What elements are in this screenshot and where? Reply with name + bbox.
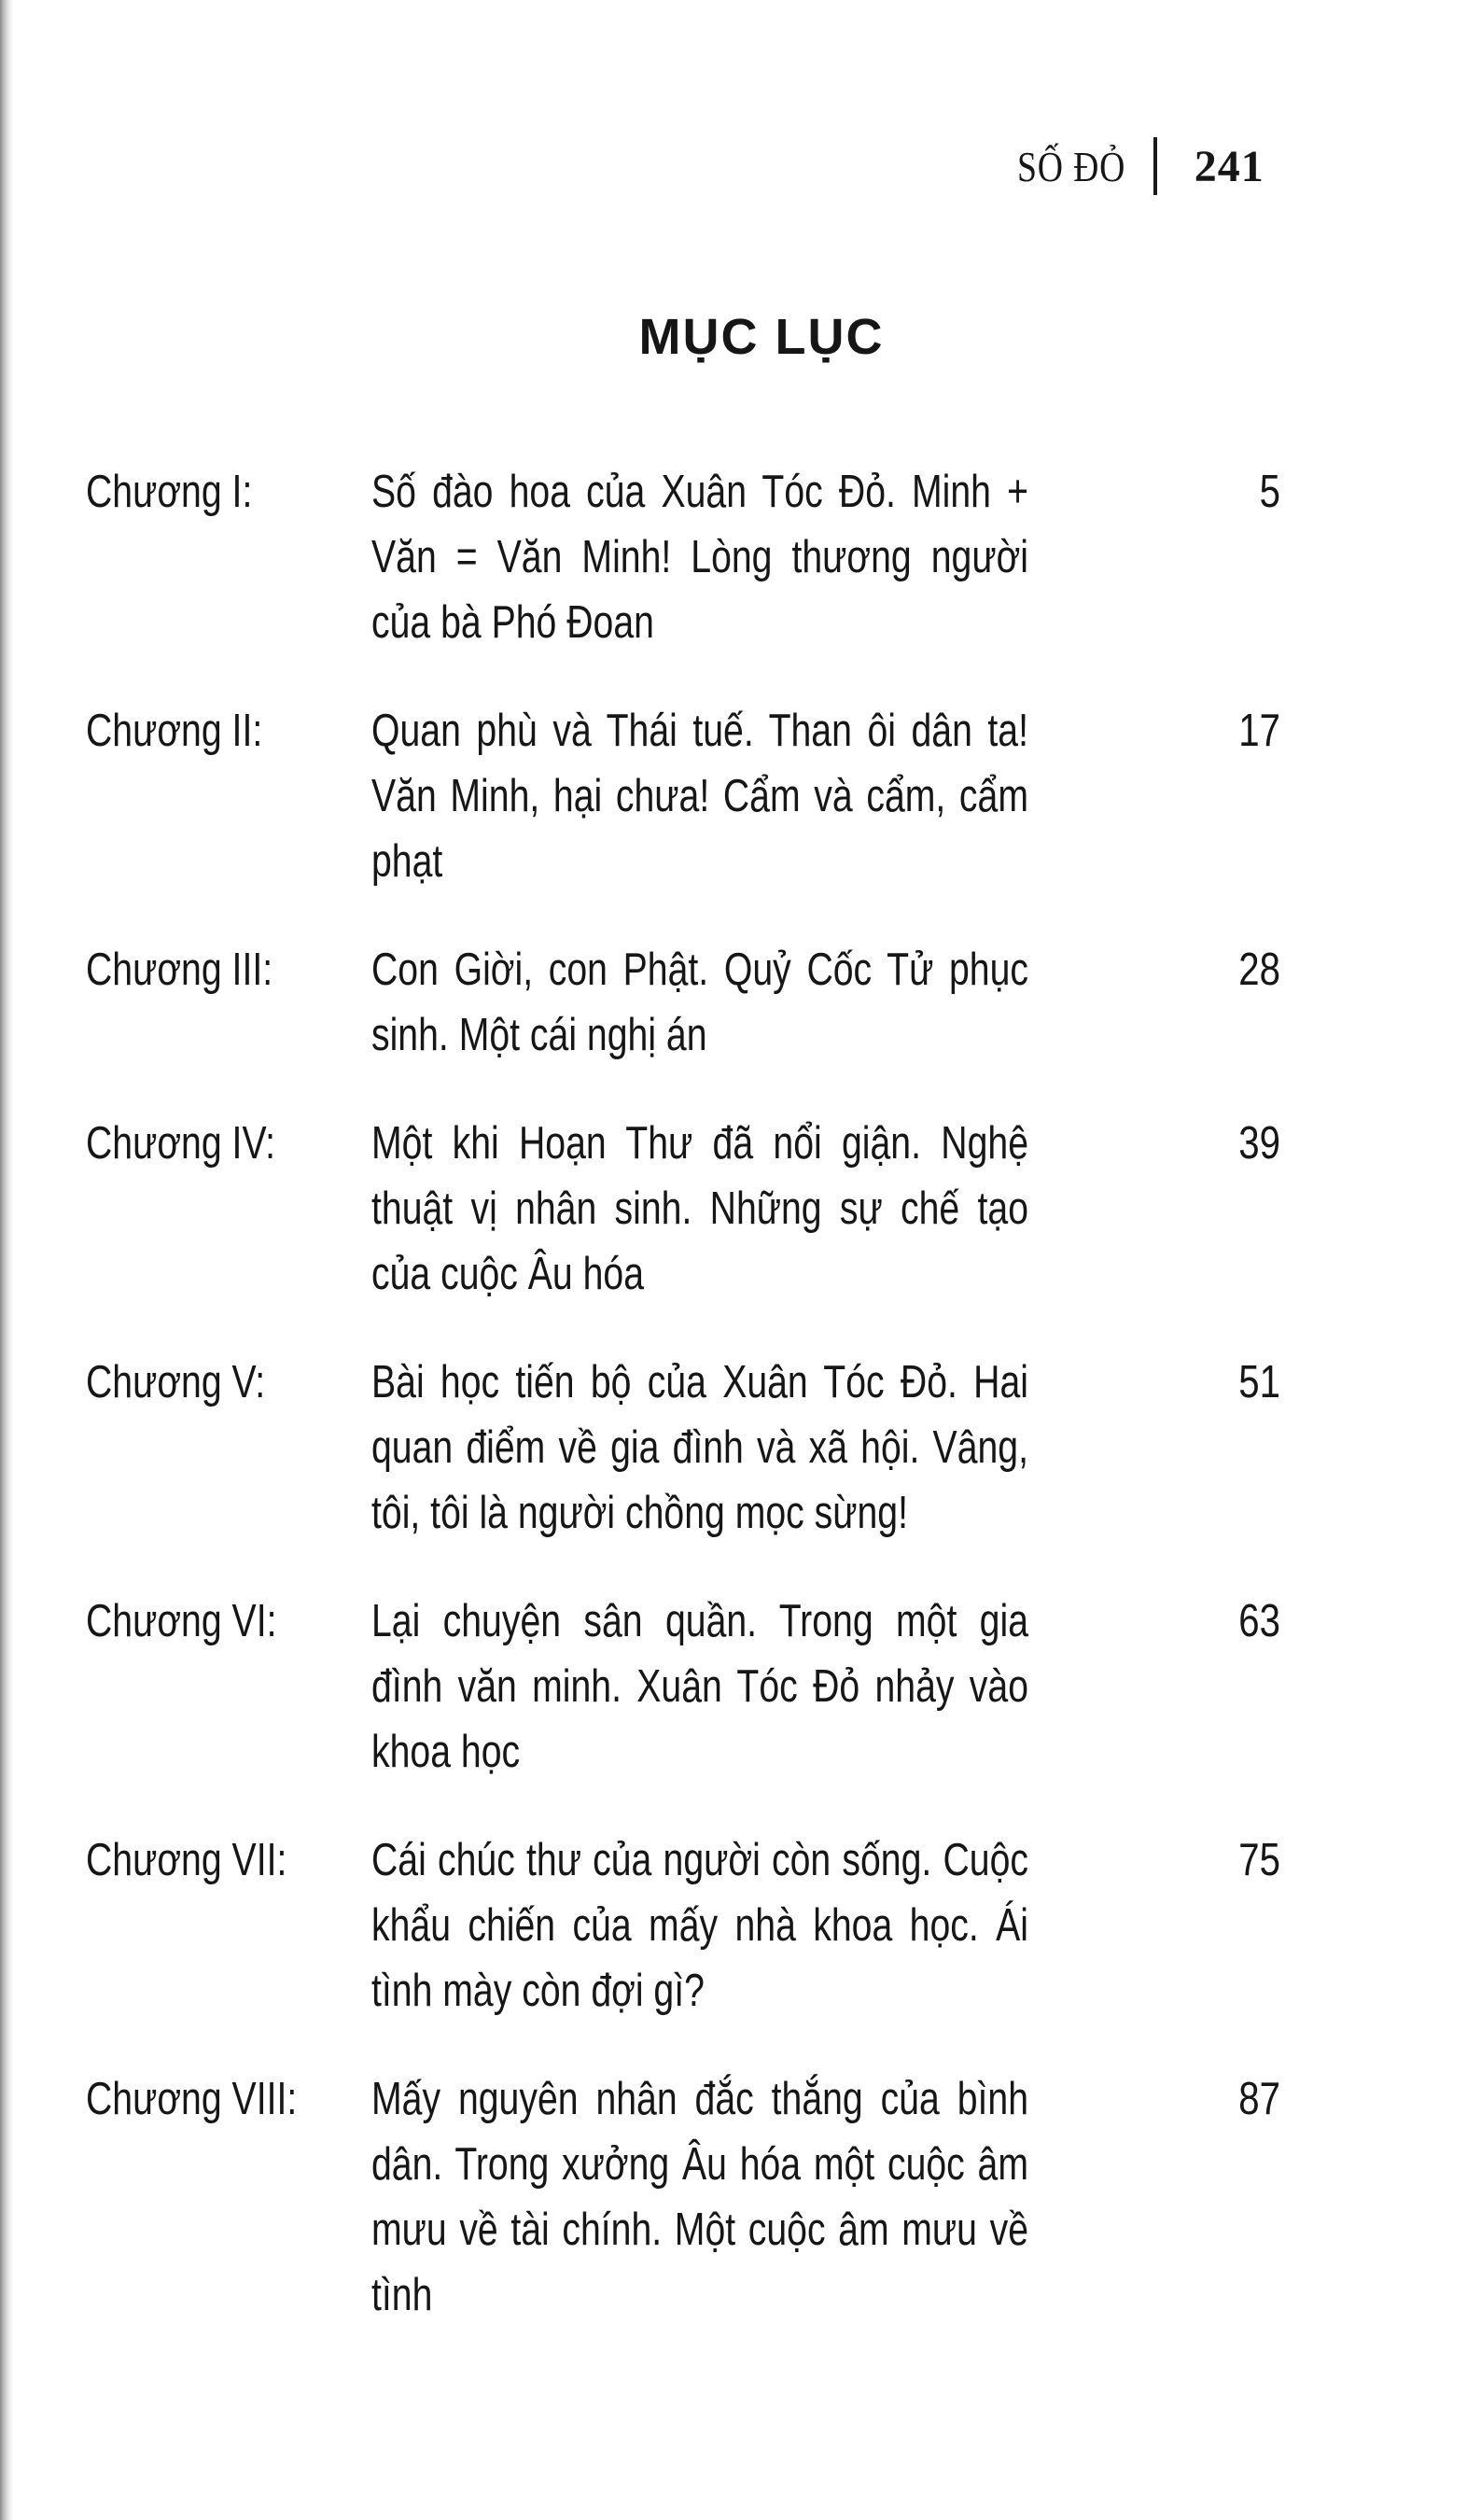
chapter-page-number: 28 xyxy=(1238,945,1280,995)
chapter-title: Cái chúc thư của người còn sống. Cuộc khẩu chiến của mấy nhà khoa học. Ái tình mày còn đợi gì? xyxy=(371,1835,1028,2016)
chapter-title: Một khi Hoạn Thư đã nổi giận. Nghệ thuật vị nhân sinh. Những sự chế tạo của cuộc Âu hóa xyxy=(371,1118,1028,1299)
toc-entry xyxy=(0,1827,1467,2023)
toc-list xyxy=(0,459,1467,2371)
chapter-label: Chương II: xyxy=(86,706,263,756)
running-head-divider xyxy=(1153,137,1157,195)
chapter-label: Chương I: xyxy=(86,467,253,517)
running-head-title: SỐ ĐỎ xyxy=(1017,142,1126,190)
chapter-page-number: 87 xyxy=(1238,2074,1280,2124)
toc-heading: MỤC LỤC xyxy=(638,309,885,365)
chapter-title: Lại chuyện sân quần. Trong một gia đình văn minh. Xuân Tóc Đỏ nhảy vào khoa học xyxy=(371,1596,1028,1777)
chapter-label: Chương VII: xyxy=(86,1835,287,1885)
running-head xyxy=(1017,129,1264,203)
chapter-title: Quan phù và Thái tuế. Than ôi dân ta! Văn Minh, hại chưa! Cẩm và cẩm, cẩm phạt xyxy=(371,706,1028,887)
toc-entry xyxy=(0,1111,1467,1307)
toc-entry xyxy=(0,1350,1467,1546)
toc-entry xyxy=(0,459,1467,655)
page-number: 241 xyxy=(1194,141,1264,191)
chapter-title: Mấy nguyên nhân đắc thắng của bình dân. Trong xưởng Âu hóa một cuộc âm mưu về tài chính. Một cuộc âm mưu về tình xyxy=(371,2074,1028,2320)
chapter-label: Chương III: xyxy=(86,945,273,995)
chapter-label: Chương VI: xyxy=(86,1596,277,1646)
toc-entry xyxy=(0,937,1467,1068)
chapter-label: Chương V: xyxy=(86,1357,266,1407)
chapter-page-number: 63 xyxy=(1238,1596,1280,1646)
toc-entry xyxy=(0,2066,1467,2328)
chapter-page-number: 39 xyxy=(1238,1118,1280,1169)
toc-entry xyxy=(0,1589,1467,1785)
chapter-page-number: 75 xyxy=(1238,1835,1280,1885)
chapter-label: Chương VIII: xyxy=(86,2074,298,2124)
chapter-page-number: 17 xyxy=(1238,706,1280,756)
toc-entry xyxy=(0,698,1467,894)
chapter-title: Con Giời, con Phật. Quỷ Cốc Tử phục sinh. Một cái nghị án xyxy=(371,945,1028,1060)
chapter-title: Số đào hoa của Xuân Tóc Đỏ. Minh + Văn = Văn Minh! Lòng thương người của bà Phó Đoan xyxy=(371,467,1028,648)
chapter-title: Bài học tiến bộ của Xuân Tóc Đỏ. Hai quan điểm về gia đình và xã hội. Vâng, tôi, tôi là người chồng mọc sừng! xyxy=(371,1357,1028,1538)
chapter-label: Chương IV: xyxy=(86,1118,276,1169)
chapter-page-number: 51 xyxy=(1238,1357,1280,1407)
chapter-page-number: 5 xyxy=(1259,467,1280,517)
